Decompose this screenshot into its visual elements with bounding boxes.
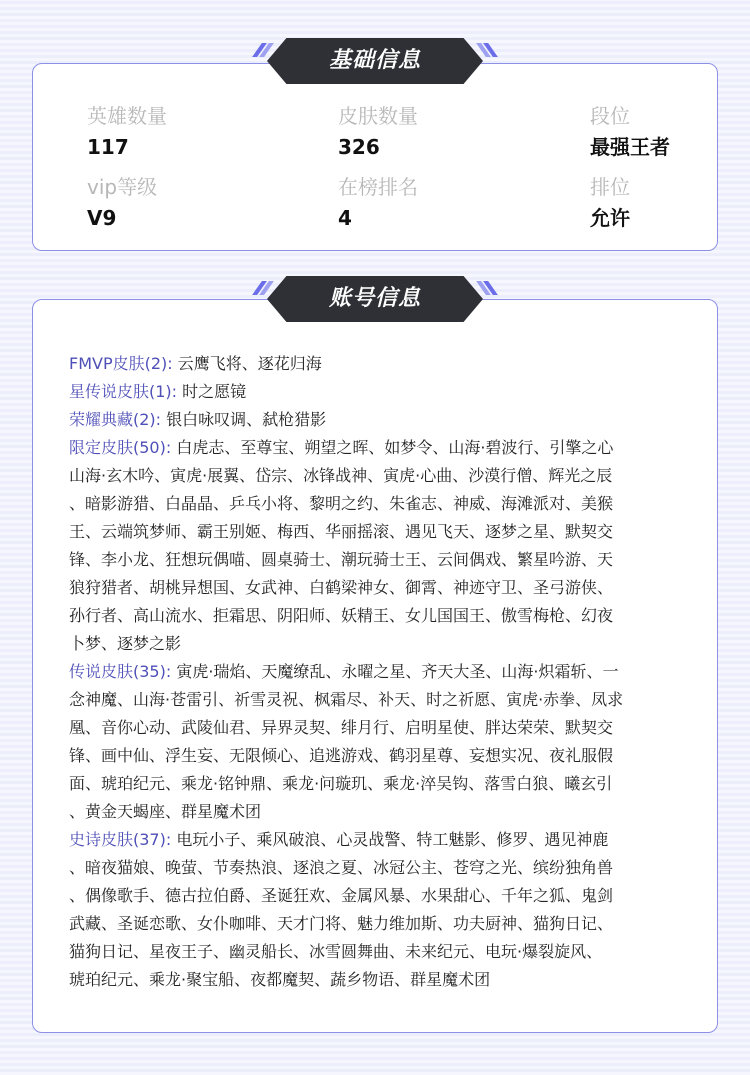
skin-names: 锋、李小龙、狂想玩偶喵、圆桌骑士、潮玩骑士王、云间偶戏、繁星吟游、天 xyxy=(69,550,614,569)
skin-category-label: 荣耀典藏(2): xyxy=(69,410,162,429)
skin-category-label: 星传说皮肤(1): xyxy=(69,382,178,401)
skin-names: 念神魔、山海·苍雷引、祈雪灵祝、枫霜尽、补天、时之祈愿、寅虎·赤拳、凤求 xyxy=(69,690,624,709)
account-skin-list xyxy=(69,350,694,994)
skin-category-label: 史诗皮肤(37): xyxy=(69,830,172,849)
stat-hero-count xyxy=(87,104,287,159)
skin-category-label: 传说皮肤(35): xyxy=(69,662,172,681)
stat-skin-count xyxy=(338,104,538,159)
skin-category-label: FMVP皮肤(2): xyxy=(69,354,173,373)
skin-names: 王、云端筑梦师、霸王别姬、梅西、华丽摇滚、遇见飞天、逐梦之星、默契交 xyxy=(69,522,614,541)
skin-names: 武藏、圣诞恋歌、女仆咖啡、天才门将、魅力维加斯、功夫厨神、猫狗日记、 xyxy=(69,914,614,933)
stat-value: 117 xyxy=(87,135,129,159)
skin-list-line xyxy=(69,770,694,798)
stat-value: 最强王者 xyxy=(590,135,670,159)
skin-list-line xyxy=(69,406,694,434)
skin-list-line xyxy=(69,378,694,406)
skin-names: 孙行者、高山流水、拒霜思、阴阳师、妖精王、女儿国国王、傲雪梅枪、幻夜 xyxy=(69,606,614,625)
stat-leaderboard-rank xyxy=(338,175,538,230)
skin-list-line xyxy=(69,910,694,938)
skin-list-line xyxy=(69,882,694,910)
skin-list-line xyxy=(69,350,694,378)
skin-list-line xyxy=(69,630,694,658)
skin-list-line xyxy=(69,518,694,546)
skin-names: 卜梦、逐梦之影 xyxy=(69,634,182,653)
skin-names: 白虎志、至尊宝、朔望之晖、如梦令、山海·碧波行、引擎之心 xyxy=(171,438,614,457)
skin-names: 、黄金天蝎座、群星魔术团 xyxy=(69,802,262,821)
skin-names: 电玩小子、乘风破浪、心灵战警、特工魅影、修罗、遇见神鹿 xyxy=(171,830,609,849)
skin-list-line xyxy=(69,546,694,574)
skin-list-line xyxy=(69,574,694,602)
stat-rank-tier xyxy=(590,104,750,159)
skin-names: 、暗夜猫娘、晚萤、节奏热浪、逐浪之夏、冰冠公主、苍穹之光、缤纷独角兽 xyxy=(69,858,614,877)
skin-names: 银白咏叹调、弑枪猎影 xyxy=(161,410,327,429)
stat-label: 英雄数量 xyxy=(87,104,167,128)
skin-list-line xyxy=(69,686,694,714)
skin-list-line xyxy=(69,798,694,826)
skin-names: 猫狗日记、星夜王子、幽灵船长、冰雪圆舞曲、未来纪元、电玩·爆裂旋风、 xyxy=(69,942,603,961)
skin-list-line xyxy=(69,602,694,630)
skin-names: 凰、音你心动、武陵仙君、异界灵契、绯月行、启明星使、胖达荣荣、默契交 xyxy=(69,718,614,737)
skin-names: 山海·玄木吟、寅虎·展翼、岱宗、冰锋战神、寅虎·心曲、沙漠行僧、辉光之辰 xyxy=(69,466,613,485)
skin-names: 、偶像歌手、德古拉伯爵、圣诞狂欢、金属风暴、水果甜心、千年之狐、鬼剑 xyxy=(69,886,614,905)
skin-names: 琥珀纪元、乘龙·聚宝船、夜都魔契、蔬乡物语、群星魔术团 xyxy=(69,970,491,989)
skin-names: 面、琥珀纪元、乘龙·铭钟鼎、乘龙·问璇玑、乘龙·淬吴钩、落雪白狼、曦玄引 xyxy=(69,774,613,793)
stat-label: vip等级 xyxy=(87,175,158,199)
stat-value: 允许 xyxy=(590,206,630,230)
skin-list-line xyxy=(69,658,694,686)
skin-names: 锋、画中仙、浮生妄、无限倾心、追逃游戏、鹤羽星尊、妄想实况、夜礼服假 xyxy=(69,746,614,765)
stat-label: 皮肤数量 xyxy=(338,104,418,128)
basic-info-banner xyxy=(247,38,503,84)
account-info-card xyxy=(32,299,718,1033)
skin-list-line xyxy=(69,938,694,966)
stat-ranked-allowed xyxy=(590,175,750,230)
stat-value: 326 xyxy=(338,135,380,159)
section-title-basic: 基础信息 xyxy=(328,48,421,73)
stat-vip-level xyxy=(87,175,287,230)
skin-category-label: 限定皮肤(50): xyxy=(69,438,172,457)
skin-names: 寅虎·瑞焰、天魔缭乱、永曜之星、齐天大圣、山海·炽霜斩、一 xyxy=(171,662,619,681)
skin-list-line xyxy=(69,434,694,462)
skin-names: 云鹰飞将、逐花归海 xyxy=(172,354,322,373)
stat-label: 段位 xyxy=(590,104,630,128)
account-info-banner xyxy=(247,276,503,322)
skin-list-line xyxy=(69,490,694,518)
skin-list-line xyxy=(69,854,694,882)
stat-value: 4 xyxy=(338,206,352,230)
skin-names: 狼狩猎者、胡桃异想国、女武神、白鹤梁神女、御霄、神迹守卫、圣弓游侠、 xyxy=(69,578,614,597)
stat-value: V9 xyxy=(87,206,117,230)
skin-list-line xyxy=(69,714,694,742)
stat-label: 排位 xyxy=(590,175,630,199)
skin-names: 、暗影游猎、白晶晶、乒乓小将、黎明之约、朱雀志、神威、海滩派对、美猴 xyxy=(69,494,614,513)
skin-list-line xyxy=(69,826,694,854)
section-title-account: 账号信息 xyxy=(328,286,421,311)
basic-info-card xyxy=(32,63,718,251)
skin-list-line xyxy=(69,462,694,490)
skin-list-line xyxy=(69,742,694,770)
skin-list-line xyxy=(69,966,694,994)
skin-names: 时之愿镜 xyxy=(177,382,247,401)
stat-label: 在榜排名 xyxy=(338,175,418,199)
